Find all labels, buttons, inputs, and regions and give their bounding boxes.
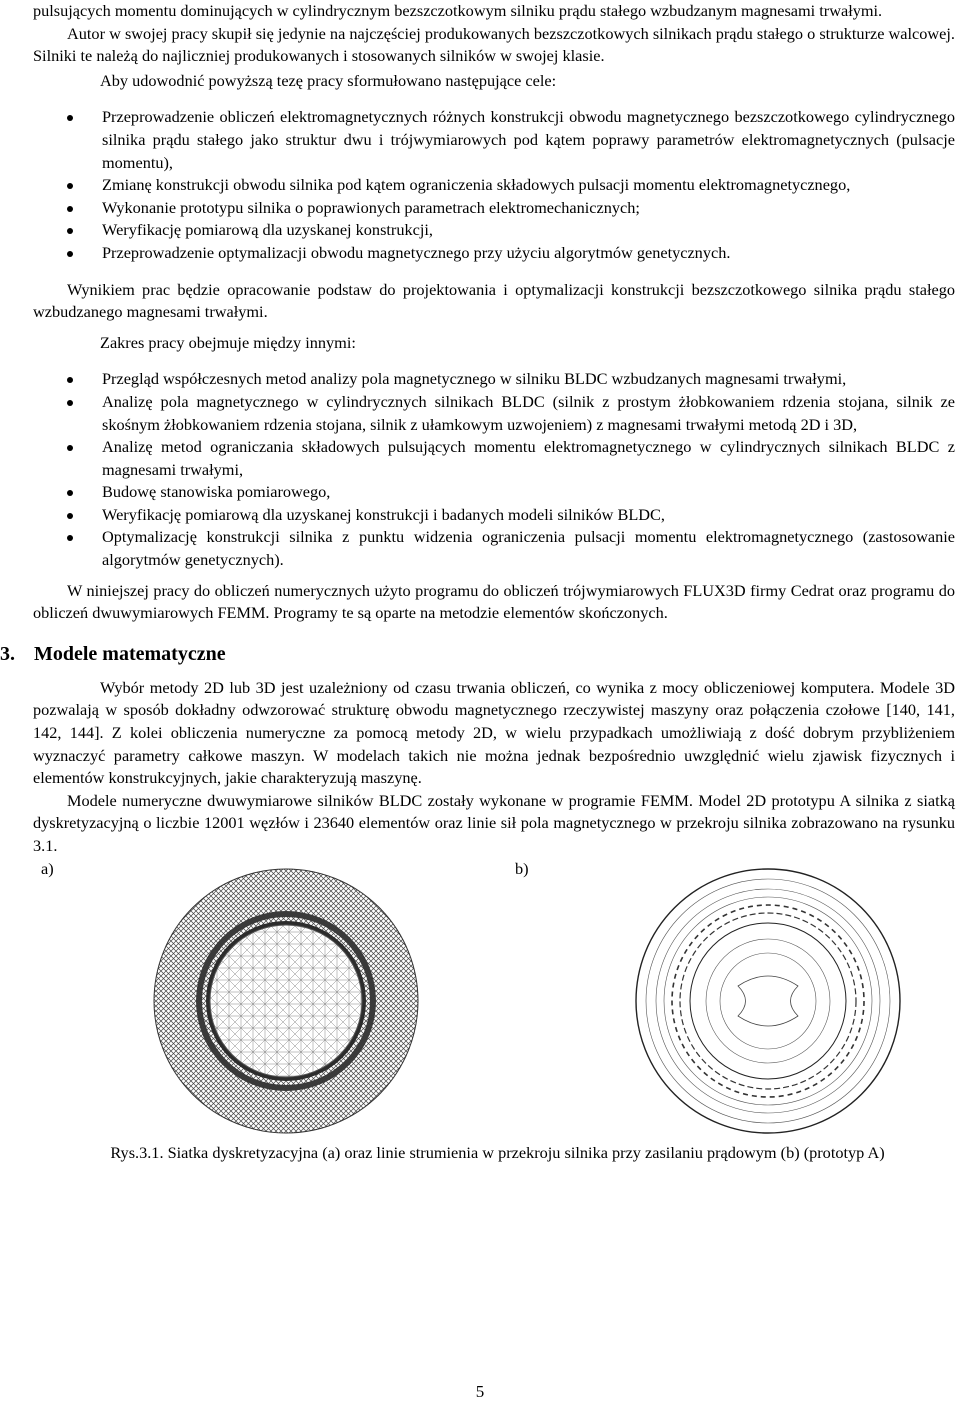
bullet-icon bbox=[67, 115, 73, 121]
list-item: Przeprowadzenie optymalizacji obwodu magnetycznego przy użyciu algorytmów genetycznych. bbox=[33, 242, 955, 265]
section-heading bbox=[0, 641, 955, 667]
figure-caption: Rys.3.1. Siatka dyskretyzacyjna (a) oraz linie strumienia w przekroju silnika przy zasilaniu prądowym (b) (prototyp A) bbox=[110, 1142, 885, 1162]
list-item: Przeprowadzenie obliczeń elektromagnetycznych różnych konstrukcji obwodu magnetycznego bezszczotkowego cylindrycznego silnika prądu stałego jako struktur dwu i trójwymiarowych pod kątem poprawy parametrów elektromagnetycznych (pulsacje momentu), bbox=[33, 106, 955, 174]
list-item: Optymalizację konstrukcji silnika z punktu widzenia ograniczenia pulsacji momentu elektromagnetycznego (zastosowanie algorytmów genetycznych). bbox=[33, 526, 955, 571]
bullet-icon bbox=[67, 535, 73, 541]
list-item: Analizę metod ograniczania składowych pulsujących momentu elektromagnetycznego w cylindrycznych silnikach BLDC z magnesami trwałymi, bbox=[33, 436, 955, 481]
list-item: Weryfikację pomiarową dla uzyskanej konstrukcji, bbox=[33, 219, 955, 242]
bullet-icon bbox=[67, 513, 73, 519]
section-paragraph: Wybór metody 2D lub 3D jest uzależniony od czasu trwania obliczeń, co wynika z mocy obliczeniowej komputera. Modele 3D pozwalają w sposób dokładny odwzorować strukturę obwodu magnetycznego rzeczywistej maszyny oraz połączenia czołowe [140, 141, 142, 144]. Z kolei obliczenia numeryczne za pomocą metody 2D, w wielu przypadkach umożliwiają z dość dobrym przybliżeniem wyznaczyć parametry całkowe maszyn. W modelach takich nie można jednak bezpośrednio uwzględnić wielu zjawisk fizycznych i elementów konstrukcyjnych, jakie charakteryzują maszynę. bbox=[33, 677, 955, 788]
section-number: 3. bbox=[0, 642, 15, 665]
bullet-icon bbox=[67, 490, 73, 496]
bullet-icon bbox=[67, 251, 73, 257]
section-title: Modele matematyczne bbox=[34, 642, 226, 665]
figure-label-b: b) bbox=[515, 858, 529, 878]
software-paragraph: W niniejszej pracy do obliczeń numerycznych użyto programu do obliczeń trójwymiarowych FLUX3D firmy Cedrat oraz programu do obliczeń dwuwymiarowych FEMM. Programy te są oparte na metodzie elementów skończonych. bbox=[33, 580, 955, 623]
flux-lines-diagram bbox=[633, 866, 903, 1136]
list-item: Analizę pola magnetycznego w cylindrycznych silnikach BLDC (silnik z prostym żłobkowaniem rdzenia stojana, silnik ze skośnym żłobkowaniem rdzenia stojana, silnik z ułamkowym uzwojeniem) z magnesami trwałymi metodą 2D i 3D, bbox=[33, 391, 955, 436]
result-paragraph: Wynikiem prac będzie opracowanie podstaw do projektowania i optymalizacji konstrukcji bezszczotkowego silnika prądu stałego wzbudzanego magnesami trwałymi. bbox=[33, 279, 955, 322]
scope-intro: Zakres pracy obejmuje między innymi: bbox=[100, 332, 356, 352]
goals-intro: Aby udowodnić powyższą tezę pracy sformułowano następujące cele: bbox=[100, 70, 557, 90]
list-item: Zmianę konstrukcji obwodu silnika pod kątem ograniczenia składowych pulsacji momentu elektromagnetycznego, bbox=[33, 174, 955, 197]
figure-label-a: a) bbox=[41, 858, 54, 878]
list-item: Przegląd współczesnych metod analizy pola magnetycznego w silniku BLDC wzbudzanych magnesami trwałymi, bbox=[33, 368, 955, 391]
intro-fragment: pulsujących momentu dominujących w cylindrycznym bezszczotkowym silniku prądu stałego wzbudzanym magnesami trwałymi. bbox=[33, 1, 883, 20]
bullet-icon bbox=[67, 445, 73, 451]
figure bbox=[33, 858, 955, 1138]
bullet-icon bbox=[67, 206, 73, 212]
bullet-icon bbox=[67, 400, 73, 406]
list-item: Wykonanie prototypu silnika o poprawionych parametrach elektromechanicznych; bbox=[33, 197, 955, 220]
intro-paragraph: Autor w swojej pracy skupił się jedynie na najczęściej produkowanych bezszczotkowych silnikach prądu stałego o strukturze walcowej. Silniki te należą do najliczniej produkowanych i stosowanych silników w swojej klasie. bbox=[33, 23, 955, 66]
bullet-icon bbox=[67, 183, 73, 189]
page-number: 5 bbox=[475, 1382, 485, 1401]
list-item: Weryfikację pomiarową dla uzyskanej konstrukcji i badanych modeli silników BLDC, bbox=[33, 504, 955, 527]
goals-list bbox=[33, 106, 955, 264]
bullet-icon bbox=[67, 377, 73, 383]
list-item: Budowę stanowiska pomiarowego, bbox=[33, 481, 955, 504]
mesh-diagram bbox=[151, 866, 421, 1136]
section-paragraph: Modele numeryczne dwuwymiarowe silników BLDC zostały wykonane w programie FEMM. Model 2D prototypu A silnika z siatką dyskretyzacyjną o liczbie 12001 węzłów i 23640 elementów oraz linie sił pola magnetycznego w przekroju silnika zobrazowano na rysunku 3.1. bbox=[33, 790, 955, 855]
scope-list bbox=[33, 368, 955, 571]
bullet-icon bbox=[67, 228, 73, 234]
